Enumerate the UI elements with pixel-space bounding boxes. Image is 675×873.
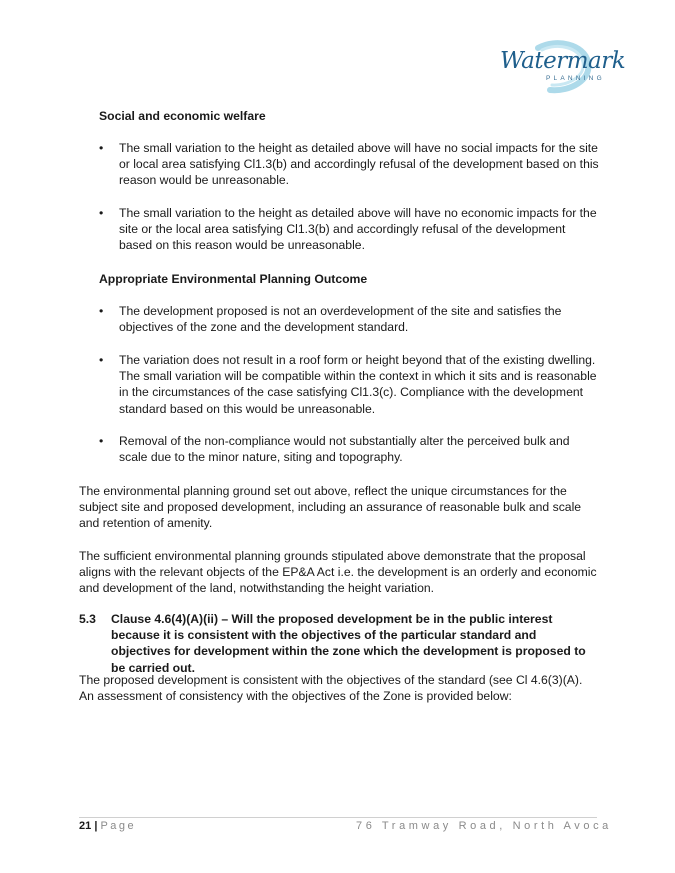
clause-title: Clause 4.6(4)(A)(ii) – Will the proposed development be in the public interest because it is consistent with the objectives of the particular standard and objectives for development within the zone which the development is proposed to be carried out. [111,612,586,675]
list-item-text: The small variation to the height as detailed above will have no economic impacts for the site or the local area satisfying Cl1.3(b) and accordingly refusal of the development based on this reason would be unreasonable. [119,206,597,253]
page-label: Page [100,820,137,832]
bullet-icon: • [99,206,104,220]
bullet-icon: • [99,141,104,155]
footer-divider [79,817,597,818]
list-item-text: The development proposed is not an overdevelopment of the site and satisfies the objectives of the zone and the development standard. [119,304,562,335]
clause-number: 5.3 [79,612,96,626]
body-paragraph: The sufficient environmental planning grounds stipulated above demonstrate that the proposal aligns with the relevant objects of the EP&A Act i.e. the development is an orderly and economic and development of the land, notwithstanding the height variation. [79,549,597,596]
logo-wordmark: Watermark [500,48,626,74]
footer-address: 76 Tramway Road, North Avoca [356,820,612,832]
body-paragraph: The proposed development is consistent with the objectives of the standard (see Cl 4.6(3)(A). An assessment of consistency with the objectives of the Zone is provided below: [79,673,583,704]
social-economic-heading: Social and economic welfare [99,109,266,123]
bullet-icon: • [99,434,104,448]
body-paragraph: The environmental planning ground set out above, reflect the unique circumstances for the subject site and proposed development, including an assurance of reasonable bulk and scale and retention of amenity. [79,484,582,531]
page-number: 21 [79,820,92,832]
watermark-planning-logo [498,40,626,96]
environmental-outcome-heading: Appropriate Environmental Planning Outcome [99,272,368,286]
list-item-text: Removal of the non-compliance would not substantially alter the perceived bulk and scale due to the minor nature, siting and topography. [119,434,570,465]
logo-subtitle: PLANNING [546,75,605,82]
bullet-icon: • [99,353,104,367]
bullet-icon: • [99,304,104,318]
footer-page-number [79,820,136,832]
list-item-text: The variation does not result in a roof form or height beyond that of the existing dwelling. The small variation will be compatible within the context in which it sits and is reasonable in the circumstances of the case satisfying Cl1.3(c). Compliance with the development standard based on this would be unreasonable. [119,353,597,416]
list-item-text: The small variation to the height as detailed above will have no social impacts for the site or local area satisfying Cl1.3(b) and accordingly refusal of the development based on this reason would be unreasonable. [119,141,599,188]
footer-separator: | [94,820,98,832]
